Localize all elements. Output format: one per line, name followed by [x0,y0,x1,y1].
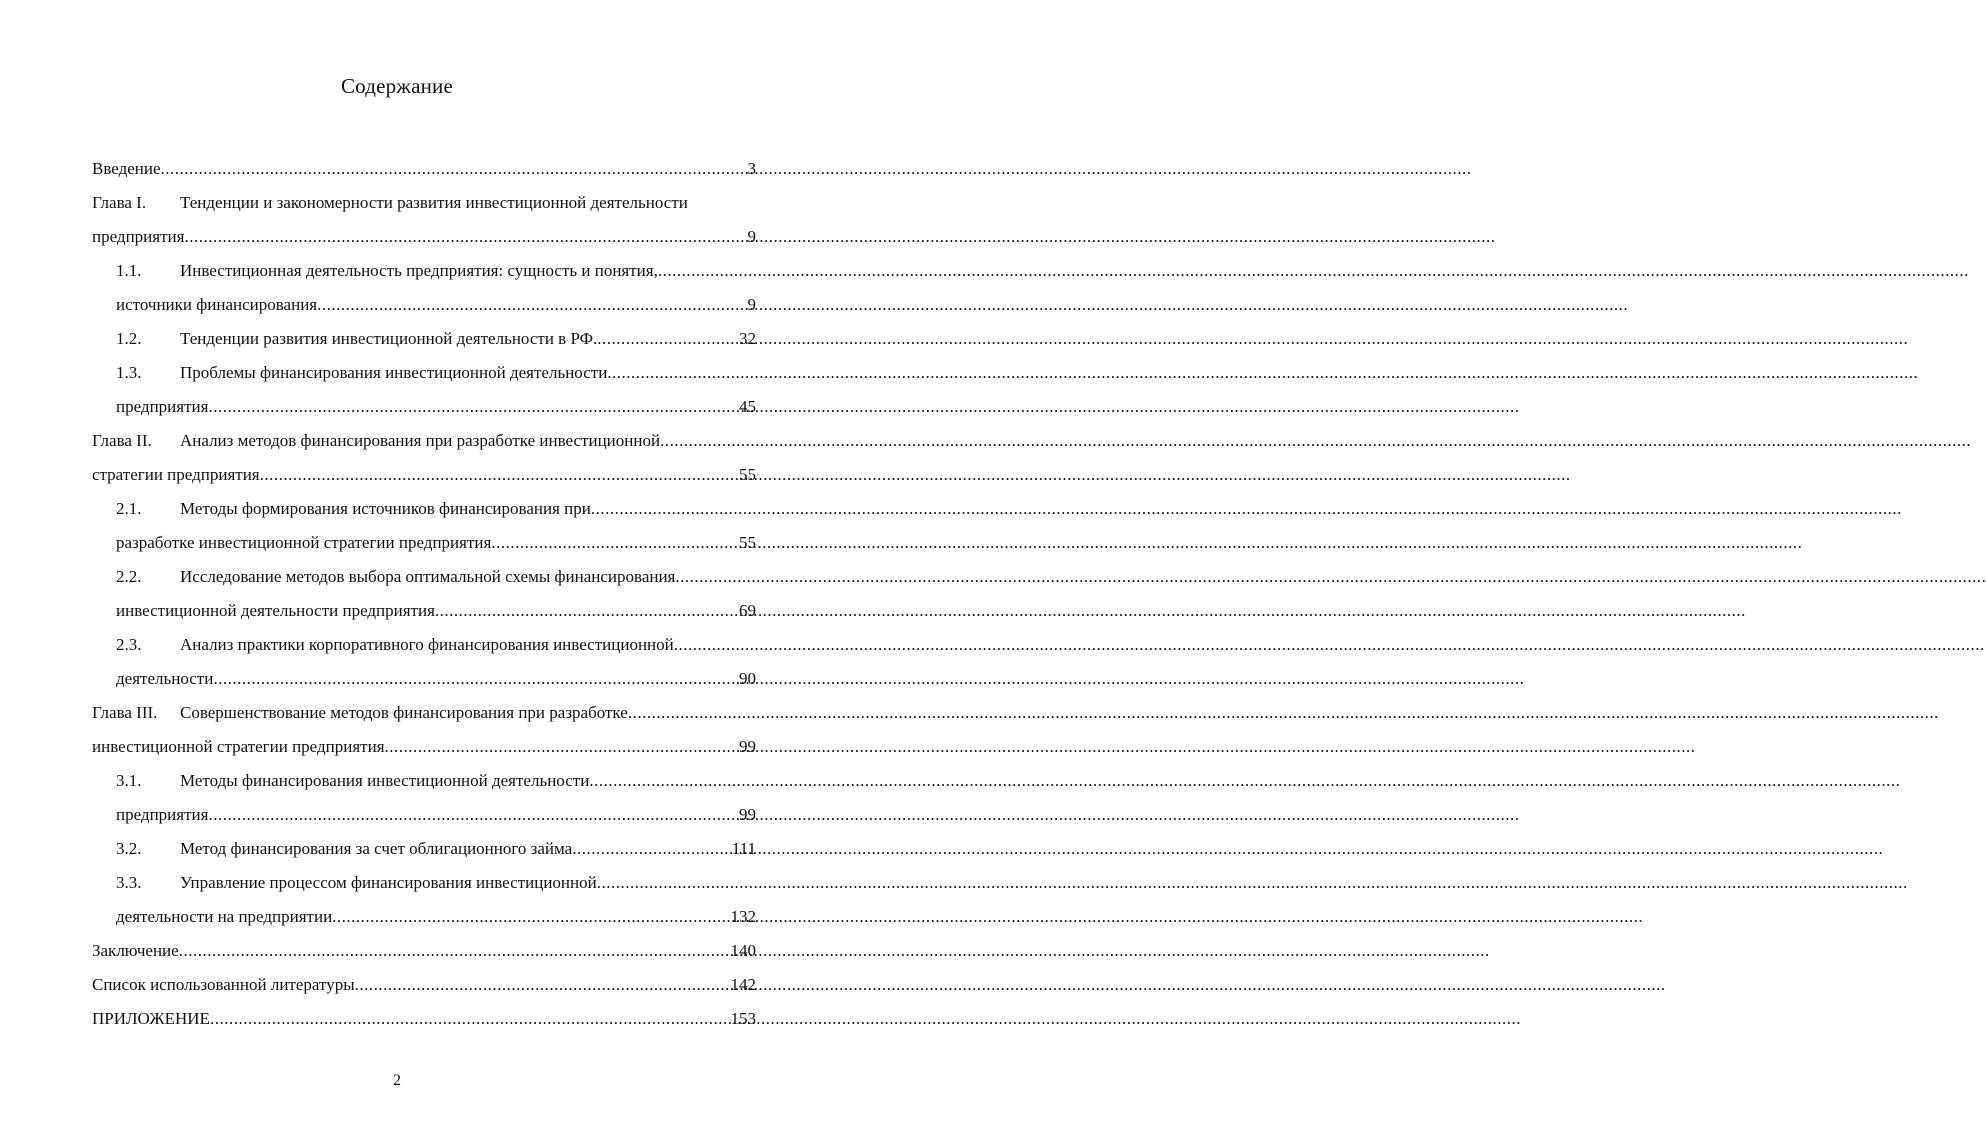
toc-entry-title: Тенденции развития инвестиционной деятельности в РФ. [180,329,598,348]
dot-leader [607,356,756,390]
dot-leader [385,730,739,764]
toc-entry-page: 55 [739,533,756,552]
document-page [0,0,794,1143]
dot-leader [435,594,739,628]
toc-entry-title: Управление процессом финансирования инвестиционной [180,873,597,892]
toc-entry-title: Заключение [92,941,179,960]
toc-entry-title: Инвестиционная деятельность предприятия: сущность и понятия, [180,261,658,280]
dot-leader [208,798,739,832]
page-number: 2 [393,1072,401,1089]
toc-entry [92,764,756,798]
toc-entry [92,526,756,560]
toc-entry-page: 9 [747,227,756,246]
toc-entry-page: 140 [730,941,756,960]
toc-entry-title: Совершенствование методов финансирования при разработке [180,703,628,722]
dot-leader [658,254,756,288]
toc-entry [92,356,756,390]
dot-leader [317,288,747,322]
toc-entry-title: Анализ методов финансирования при разработке инвестиционной [180,431,661,450]
toc-entry-page: 90 [739,669,756,688]
toc-entry [92,152,756,186]
toc-entry-number: 3.1. [116,771,142,790]
toc-entry-title: предприятия [92,227,185,246]
toc-entry-number: 1.1. [116,261,142,280]
dot-leader [332,900,730,934]
toc-entry [92,1002,756,1036]
toc-entry-title: Тенденции и закономерности развития инвестиционной деятельности [180,193,688,212]
dot-leader [213,662,739,696]
toc-entry-number: 1.2. [116,329,142,348]
toc-entry-title: предприятия [116,805,209,824]
toc-entry-number: Глава II. [92,431,152,450]
toc-entry-title: Проблемы финансирования инвестиционной деятельности [180,363,608,382]
toc-entry [92,186,756,220]
toc-entry-title: Введение [92,159,161,178]
toc-entry-page: 142 [730,975,756,994]
toc-entry-page: 32 [739,329,756,348]
toc-entry [92,968,756,1002]
toc-entry [92,424,756,458]
toc-entry-page: 153 [730,1009,756,1028]
dot-leader [179,934,731,968]
toc-entry-title: деятельности [116,669,214,688]
toc-entry [92,560,756,594]
toc-entry-title: Методы финансирования инвестиционной деятельности [180,771,590,790]
toc-entry [92,254,756,288]
dot-leader [572,832,732,866]
toc-entry-page: 99 [739,737,756,756]
toc-entry-title: деятельности на предприятии [116,907,333,926]
toc-entry-page: 55 [739,465,756,484]
dot-leader [628,696,756,730]
dot-leader [675,560,756,594]
toc-entry-title: Метод финансирования за счет облигационного займа [180,839,573,858]
toc-entry [92,696,756,730]
page-title: Содержание [340,74,454,98]
toc-entry-title: Анализ практики корпоративного финансирования инвестиционной [180,635,674,654]
toc-entry-title: стратегии предприятия [92,465,260,484]
toc-entry-page: 45 [739,397,756,416]
toc-entry [92,730,756,764]
toc-entry-number: 2.3. [116,635,142,654]
toc-entry [92,934,756,968]
toc-entry [92,832,756,866]
toc-entry [92,866,756,900]
toc-entry [92,390,756,424]
toc-entry-title: предприятия [116,397,209,416]
toc-entry [92,628,756,662]
dot-leader [589,764,756,798]
toc-entry [92,458,756,492]
toc-entry [92,662,756,696]
toc-entry-number: Глава I. [92,193,147,212]
toc-entry-title: инвестиционной стратегии предприятия [92,737,385,756]
toc-entry [92,220,756,254]
toc-entry-title: ПРИЛОЖЕНИЕ [92,1009,210,1028]
dot-leader [355,968,731,1002]
toc-entry [92,594,756,628]
toc-entry [92,322,756,356]
toc-entry-number: 2.2. [116,567,142,586]
toc-entry-number: 3.2. [116,839,142,858]
dot-leader [161,152,748,186]
toc-entry [92,492,756,526]
dot-leader [674,628,756,662]
toc-entry-number: 2.1. [116,499,142,518]
toc-entry-page: 69 [739,601,756,620]
toc-entry-title: источники финансирования [116,295,318,314]
dot-leader [260,458,739,492]
dot-leader [591,492,756,526]
toc-entry-page: 9 [747,295,756,314]
toc-entry-title: Методы формирования источников финансирования при [180,499,591,518]
toc-entry-number: Глава III. [92,703,158,722]
toc-entry-title: инвестиционной деятельности предприятия [116,601,435,620]
toc-entry-title: Список использованной литературы [92,975,355,994]
dot-leader [184,220,747,254]
toc-entry-page: 111 [731,839,756,858]
toc-entry [92,798,756,832]
toc-entry-page: 132 [730,907,756,926]
dot-leader [660,424,756,458]
toc-entry [92,288,756,322]
toc-entry-page: 99 [739,805,756,824]
toc-entry [92,900,756,934]
toc-entry-number: 3.3. [116,873,142,892]
dot-leader [210,1002,731,1036]
toc-entry-number: 1.3. [116,363,142,382]
toc-entry-title: Исследование методов выбора оптимальной схемы финансирования [180,567,676,586]
dot-leader [597,866,756,900]
dot-leader [208,390,739,424]
toc-entry-title: разработке инвестиционной стратегии предприятия [116,533,492,552]
dot-leader [597,322,739,356]
toc-entry-page: 3 [747,159,756,178]
dot-leader [491,526,739,560]
table-of-contents [92,152,756,1036]
